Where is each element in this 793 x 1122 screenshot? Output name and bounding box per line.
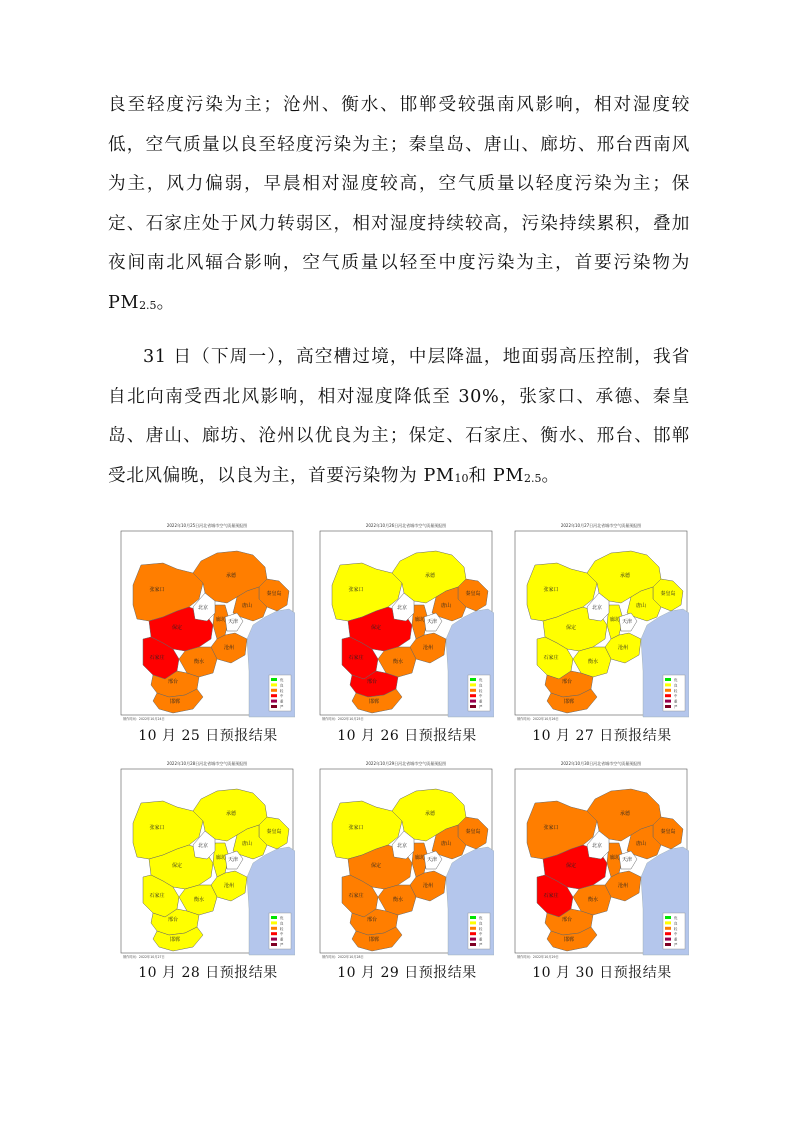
city-label-tj: 天津 xyxy=(426,857,438,863)
city-label-hs: 衡水 xyxy=(193,659,205,665)
legend-label: 重 xyxy=(280,699,284,704)
map-footer: 制作时间：2022年10月28日 xyxy=(322,955,364,959)
city-label-cd: 承德 xyxy=(424,811,436,817)
map-legend xyxy=(468,913,490,949)
legend-swatch xyxy=(470,694,476,697)
legend-label: 中 xyxy=(280,694,284,699)
map-caption: 10 月 28 日预报结果 xyxy=(138,965,278,981)
city-label-tj: 天津 xyxy=(426,619,438,625)
city-label-hd: 邯郸 xyxy=(563,699,575,705)
city-label-bj: 北京 xyxy=(197,605,209,611)
city-label-lf: 廊坊 xyxy=(609,617,621,623)
map-footer: 制作时间：2022年10月29日 xyxy=(517,955,559,959)
city-label-sjz: 石家庄 xyxy=(149,655,165,661)
city-label-sjz: 石家庄 xyxy=(348,655,364,661)
city-label-qhd: 秦皇岛 xyxy=(660,829,676,835)
city-label-hd: 邯郸 xyxy=(169,937,181,943)
city-label-tj: 天津 xyxy=(227,619,239,625)
legend-swatch xyxy=(665,694,671,697)
legend-label: 轻 xyxy=(479,926,483,931)
forecast-map xyxy=(513,521,689,721)
city-label-cd: 承德 xyxy=(619,573,631,579)
forecast-map xyxy=(119,521,295,721)
city-label-hs: 衡水 xyxy=(392,897,404,903)
city-label-ts: 唐山 xyxy=(635,841,647,847)
legend-label: 优 xyxy=(479,678,483,682)
city-label-sjz: 石家庄 xyxy=(149,893,165,899)
city-label-cd: 承德 xyxy=(225,573,237,579)
legend-label: 轻 xyxy=(280,926,284,931)
city-label-xt: 邢台 xyxy=(167,679,179,685)
legend-swatch xyxy=(271,921,277,924)
legend-label: 严 xyxy=(674,705,678,709)
city-label-bd: 保定 xyxy=(565,625,577,631)
legend-label: 良 xyxy=(674,683,678,688)
legend-swatch xyxy=(470,943,476,946)
legend-label: 重 xyxy=(479,937,483,942)
city-label-bd: 保定 xyxy=(565,863,577,869)
map-footer: 制作时间：2022年10月27日 xyxy=(123,955,165,959)
city-label-sjz: 石家庄 xyxy=(543,893,559,899)
legend-label: 良 xyxy=(280,683,284,688)
legend-label: 中 xyxy=(674,694,678,699)
city-label-tj: 天津 xyxy=(621,619,633,625)
legend-swatch xyxy=(271,916,277,919)
map-title: 2022年10月30日河北省城市空气质量预报图 xyxy=(560,761,642,766)
legend-swatch xyxy=(470,916,476,919)
city-label-qhd: 秦皇岛 xyxy=(465,591,481,597)
map-footer: 制作时间：2022年10月24日 xyxy=(123,717,165,721)
map-caption: 10 月 29 日预报结果 xyxy=(337,965,477,981)
city-label-ts: 唐山 xyxy=(440,841,452,847)
map-caption: 10 月 26 日预报结果 xyxy=(337,728,477,744)
legend-swatch xyxy=(470,938,476,941)
city-label-xt: 邢台 xyxy=(561,917,573,923)
map-canvas xyxy=(318,521,494,721)
legend-swatch xyxy=(665,921,671,924)
city-label-zjk: 张家口 xyxy=(348,587,364,593)
city-label-lf: 廊坊 xyxy=(414,617,426,623)
legend-label: 中 xyxy=(479,932,483,937)
legend-swatch xyxy=(665,932,671,935)
city-label-cz: 沧州 xyxy=(223,645,235,651)
city-label-hs: 衡水 xyxy=(193,897,205,903)
forecast-map xyxy=(318,521,494,721)
paragraph-2 xyxy=(108,338,690,498)
city-label-hd: 邯郸 xyxy=(563,937,575,943)
legend-swatch xyxy=(271,927,277,930)
map-title: 2022年10月27日河北省城市空气质量预报图 xyxy=(560,523,642,528)
map-caption: 10 月 25 日预报结果 xyxy=(138,728,278,744)
city-label-tj: 天津 xyxy=(621,857,633,863)
paragraph-2-mid: 和 PM xyxy=(468,465,524,486)
city-label-lf: 廊坊 xyxy=(414,855,426,861)
legend-swatch xyxy=(271,683,277,686)
pm25-subscript: 2.5 xyxy=(139,298,157,312)
legend-label: 优 xyxy=(674,678,678,682)
city-label-tj: 天津 xyxy=(227,857,239,863)
legend-label: 良 xyxy=(674,921,678,926)
city-label-lf: 廊坊 xyxy=(215,617,227,623)
map-canvas xyxy=(513,521,689,721)
legend-swatch xyxy=(470,932,476,935)
city-label-zjk: 张家口 xyxy=(543,587,559,593)
legend-label: 中 xyxy=(479,694,483,699)
legend-label: 轻 xyxy=(280,688,284,693)
city-label-zjk: 张家口 xyxy=(149,825,165,831)
legend-label: 优 xyxy=(280,678,284,682)
city-label-zjk: 张家口 xyxy=(149,587,165,593)
legend-label: 重 xyxy=(674,699,678,704)
legend-label: 中 xyxy=(674,932,678,937)
legend-swatch xyxy=(271,694,277,697)
city-label-hd: 邯郸 xyxy=(169,699,181,705)
legend-swatch xyxy=(470,700,476,703)
legend-label: 严 xyxy=(479,705,483,709)
legend-swatch xyxy=(271,705,277,708)
legend-swatch xyxy=(470,689,476,692)
city-label-cz: 沧州 xyxy=(422,883,434,889)
forecast-map xyxy=(513,759,689,959)
legend-swatch xyxy=(665,927,671,930)
city-label-ts: 唐山 xyxy=(635,603,647,609)
map-canvas xyxy=(119,521,295,721)
legend-swatch xyxy=(271,932,277,935)
map-legend xyxy=(663,913,685,949)
legend-swatch xyxy=(665,700,671,703)
city-label-cz: 沧州 xyxy=(617,883,629,889)
city-label-qhd: 秦皇岛 xyxy=(660,591,676,597)
city-label-ts: 唐山 xyxy=(241,603,253,609)
city-label-bj: 北京 xyxy=(591,605,603,611)
legend-swatch xyxy=(470,921,476,924)
legend-label: 严 xyxy=(479,943,483,947)
map-caption: 10 月 27 日预报结果 xyxy=(532,728,672,744)
city-label-qhd: 秦皇岛 xyxy=(465,829,481,835)
city-label-bd: 保定 xyxy=(370,625,382,631)
legend-swatch xyxy=(271,943,277,946)
city-label-qhd: 秦皇岛 xyxy=(266,591,282,597)
legend-label: 重 xyxy=(280,937,284,942)
city-label-bd: 保定 xyxy=(171,625,183,631)
legend-swatch xyxy=(470,683,476,686)
city-label-zjk: 张家口 xyxy=(543,825,559,831)
legend-swatch xyxy=(470,705,476,708)
city-label-bd: 保定 xyxy=(171,863,183,869)
map-canvas xyxy=(119,759,295,959)
city-label-ts: 唐山 xyxy=(241,841,253,847)
paragraph-1-end: 。 xyxy=(156,292,175,313)
legend-swatch xyxy=(271,700,277,703)
legend-label: 严 xyxy=(280,705,284,709)
legend-swatch xyxy=(665,678,671,681)
map-canvas xyxy=(513,759,689,959)
legend-label: 优 xyxy=(674,916,678,920)
city-label-bd: 保定 xyxy=(370,863,382,869)
legend-swatch xyxy=(665,916,671,919)
map-legend xyxy=(468,675,490,711)
legend-label: 轻 xyxy=(674,926,678,931)
pm10-subscript: 10 xyxy=(454,471,469,485)
city-label-hs: 衡水 xyxy=(392,659,404,665)
city-label-hs: 衡水 xyxy=(587,897,599,903)
map-legend xyxy=(663,675,685,711)
city-label-cz: 沧州 xyxy=(617,645,629,651)
legend-label: 重 xyxy=(674,937,678,942)
map-title: 2022年10月25日河北省城市空气质量预报图 xyxy=(166,523,248,528)
map-caption: 10 月 30 日预报结果 xyxy=(532,965,672,981)
legend-label: 良 xyxy=(280,921,284,926)
map-footer: 制作时间：2022年10月25日 xyxy=(322,717,364,721)
city-label-lf: 廊坊 xyxy=(215,855,227,861)
map-title: 2022年10月26日河北省城市空气质量预报图 xyxy=(365,523,447,528)
map-footer: 制作时间：2022年10月26日 xyxy=(517,717,559,721)
paragraph-1-text: 良至轻度污染为主；沧州、衡水、邯郸受较强南风影响，相对湿度较低，空气质量以良至轻度污染为主；秦皇岛、唐山、廊坊、邢台西南风为主，风力偏弱，早晨相对湿度较高，空气质量以轻度污染为主；保定、石家庄处于风力转弱区，相对湿度持续较高，污染持续累积，叠加夜间南北风辐合影响，空气质量以轻至中度污染为主，首要污染物为 PM xyxy=(108,95,690,313)
legend-label: 重 xyxy=(479,699,483,704)
city-label-hd: 邯郸 xyxy=(368,699,380,705)
legend-label: 优 xyxy=(479,916,483,920)
legend-label: 轻 xyxy=(479,688,483,693)
legend-label: 严 xyxy=(674,943,678,947)
pm25-subscript: 2.5 xyxy=(524,471,542,485)
city-label-hd: 邯郸 xyxy=(368,937,380,943)
paragraph-2-text: 31 日（下周一），高空槽过境，中层降温，地面弱高压控制，我省自北向南受西北风影响，相对湿度降低至 30%，张家口、承德、秦皇岛、唐山、廊坊、沧州以优良为主；保定、石家庄、衡水、邢台、邯郸受北风偏晚，以良为主，首要污染物为 PM xyxy=(108,347,690,486)
city-label-sjz: 石家庄 xyxy=(348,893,364,899)
city-label-xt: 邢台 xyxy=(167,917,179,923)
legend-label: 轻 xyxy=(674,688,678,693)
city-label-qhd: 秦皇岛 xyxy=(266,829,282,835)
forecast-map xyxy=(119,759,295,959)
city-label-bj: 北京 xyxy=(197,843,209,849)
legend-swatch xyxy=(271,678,277,681)
city-label-cd: 承德 xyxy=(424,573,436,579)
legend-swatch xyxy=(665,938,671,941)
legend-swatch xyxy=(271,938,277,941)
city-label-hs: 衡水 xyxy=(587,659,599,665)
legend-swatch xyxy=(470,927,476,930)
city-label-bj: 北京 xyxy=(591,843,603,849)
map-legend xyxy=(269,913,291,949)
city-label-cd: 承德 xyxy=(225,811,237,817)
city-label-xt: 邢台 xyxy=(366,679,378,685)
forecast-map xyxy=(318,759,494,959)
map-title: 2022年10月28日河北省城市空气质量预报图 xyxy=(166,761,248,766)
paragraph-2-end: 。 xyxy=(541,465,560,486)
map-canvas xyxy=(318,759,494,959)
map-legend xyxy=(269,675,291,711)
city-label-bj: 北京 xyxy=(396,843,408,849)
city-label-cd: 承德 xyxy=(619,811,631,817)
legend-label: 良 xyxy=(479,921,483,926)
city-label-bj: 北京 xyxy=(396,605,408,611)
legend-swatch xyxy=(665,689,671,692)
city-label-zjk: 张家口 xyxy=(348,825,364,831)
city-label-sjz: 石家庄 xyxy=(543,655,559,661)
paragraph-1 xyxy=(108,86,690,325)
city-label-ts: 唐山 xyxy=(440,603,452,609)
legend-swatch xyxy=(665,705,671,708)
legend-label: 严 xyxy=(280,943,284,947)
legend-label: 中 xyxy=(280,932,284,937)
legend-swatch xyxy=(271,689,277,692)
legend-swatch xyxy=(470,678,476,681)
legend-swatch xyxy=(665,943,671,946)
city-label-lf: 廊坊 xyxy=(609,855,621,861)
map-title: 2022年10月29日河北省城市空气质量预报图 xyxy=(365,761,447,766)
legend-swatch xyxy=(665,683,671,686)
legend-label: 良 xyxy=(479,683,483,688)
legend-label: 优 xyxy=(280,916,284,920)
city-label-xt: 邢台 xyxy=(366,917,378,923)
city-label-cz: 沧州 xyxy=(422,645,434,651)
city-label-cz: 沧州 xyxy=(223,883,235,889)
city-label-xt: 邢台 xyxy=(561,679,573,685)
